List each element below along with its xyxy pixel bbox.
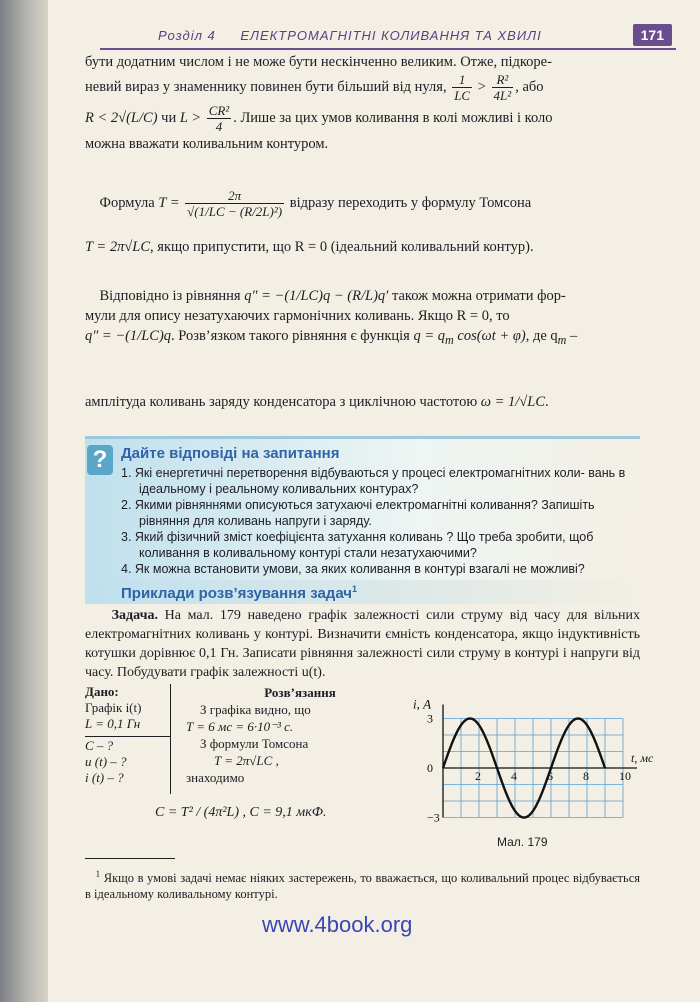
question-mark-icon: ? — [87, 445, 113, 475]
text-line: чи — [161, 109, 177, 126]
task-body: На мал. 179 наведено графік залежності сили струму від часу для вільних електромагнітних коливань у контурі. Визначити ємність конденсатора, якщо індуктивність котушки дорівнює 0,1 Гн. Записати рівняння залежності сили струму в контурі і напруги від часу. Побудувати графік залежності u(t). — [85, 608, 641, 680]
paragraph-3: Відповідно із рівняння q″ = −(1/LC)q − (R/L)q′ також можна отримати фор- мули для опису незатухаючих гармонічних коливань. Якщо R = 0, то q″ = −(1/LC)q. Розв’язком такого рівняння є функція $q = q_m$ cos(ωt + φ), де $q_m$ – — [85, 288, 578, 347]
find-line: C – ? — [85, 738, 114, 753]
text-line: невий вираз у знаменнику повинен бути більший від нуля, — [85, 78, 447, 95]
page-number: 171 — [633, 24, 672, 46]
formula-fraction: $\frac{1}{LC}$ — [454, 72, 471, 103]
solution-line: T = 6 мс = 6·10⁻³ с. — [186, 719, 294, 734]
text-line: . Лише за цих умов коливання в колі можливі і коло — [233, 109, 553, 126]
formula-fraction: $\frac{2\pi}{\text{√(1/LC − (R/2L)²)}}$ — [187, 188, 283, 219]
x-tick-label: 4 — [511, 769, 517, 783]
formula: L > — [179, 109, 202, 126]
given-line: Графік i(t) — [85, 700, 142, 715]
text-line: також можна отримати фор- — [391, 288, 566, 304]
solution-result: C = T² / (4π²L) , C = 9,1 мкФ. — [155, 805, 327, 820]
given-separator — [85, 736, 171, 737]
paragraph-2 — [85, 188, 640, 257]
solution-title: Розв’язання — [264, 685, 336, 700]
formula: T = — [158, 194, 180, 211]
text-line: амплітуда коливань заряду конденсатора з циклічною частотою — [85, 394, 478, 410]
formula: ω = 1/√LC — [480, 394, 546, 410]
text-line: . — [545, 394, 549, 410]
page-header — [100, 26, 676, 50]
text-line: відразу переходить у формулу Томсона — [289, 194, 532, 211]
watermark: www.4book.org — [262, 912, 413, 937]
questions-title: Дайте відповіді на запитання — [121, 445, 340, 462]
text-line: можна вважати коливальним контуром. — [85, 136, 329, 152]
examples-header — [85, 580, 640, 604]
formula: q″ = −(1/LC)q − (R/L)q′ — [244, 288, 389, 304]
text-line: – — [570, 328, 578, 344]
footnote-text: Якщо в умові задачі немає ніяких застережень, то вважається, що коливальний процес відбувається в ідеальному коливальному контурі. — [85, 871, 641, 902]
paragraph-4 — [85, 392, 640, 412]
question-item: 2. Якими рівняннями описуються затухаючі електромагнітні коливання? Запишіть рівняння для коливань напруги і заряду. — [121, 498, 595, 528]
x-tick-label: 6 — [547, 769, 553, 783]
text-line: , де q — [525, 328, 558, 344]
given-title: Дано: — [85, 684, 119, 699]
chapter-title: ЕЛЕКТРОМАГНІТНІ КОЛИВАННЯ ТА ХВИЛІ — [240, 28, 542, 43]
solution-line: знаходимо — [186, 770, 245, 785]
formula: R < 2√(L/C) — [85, 109, 158, 126]
y-axis-label: i, А — [413, 696, 432, 712]
paragraph-1 — [85, 52, 640, 154]
question-item: 4. Як можна встановити умови, за яких коливання в контурі взагалі не можливі? — [121, 562, 585, 576]
text-line: мули для опису незатухаючих гармонічних коливань. Якщо R = 0, то — [85, 308, 510, 324]
x-tick-label: 8 — [583, 769, 589, 783]
footnote: $^1$ Якщо в умові задачі немає ніяких застережень, то вважається, що коливальний процес відбувається в ідеальному коливальному контурі. — [85, 869, 641, 902]
task-label: Задача. — [111, 608, 158, 623]
solution-line: З формули Томсона — [200, 736, 309, 751]
x-axis-label: t, мс — [631, 751, 654, 765]
footnote-rule — [85, 858, 175, 859]
solution-block — [180, 684, 420, 786]
solution-line: З графіка видно, що — [200, 702, 311, 717]
question-item: 1. Які енергетичні перетворення відбуваються у процесі електромагнітних коли- вань в ідеальному і реальному коливальних контурах? — [121, 466, 626, 496]
text-line: Формула — [99, 194, 155, 211]
text-line: , або — [515, 78, 544, 95]
given-divider — [170, 684, 171, 794]
y-tick-label: −3 — [427, 810, 440, 825]
formula: q″ = −(1/LC)q — [85, 328, 172, 344]
y-tick-label: 3 — [427, 711, 433, 726]
book-spine — [0, 0, 48, 1002]
running-head — [158, 28, 542, 43]
questions-box — [85, 436, 640, 581]
question-item: 3. Який фізичний зміст коефіцієнта затухання коливань ? Що треба зробити, щоб коливання в коливальному контурі стали незатухаючими? — [121, 530, 594, 560]
task-text — [85, 606, 640, 682]
current-chart — [405, 690, 654, 830]
text-line: Відповідно із рівняння — [99, 288, 241, 304]
text-line: . Розв’язком такого рівняння є функція — [171, 328, 410, 344]
x-tick-label: 2 — [475, 769, 481, 783]
questions-list — [121, 465, 636, 577]
solution-line: T = 2π√LC , — [214, 753, 279, 768]
x-tick-label: 10 — [619, 769, 631, 783]
chart-axes — [443, 705, 637, 818]
formula-operator: > — [477, 78, 486, 95]
given-block — [85, 684, 170, 786]
examples-title: Приклади розв’язування задач$^1$ — [121, 584, 358, 602]
formula-fraction: $\frac{\text{R²}}{\text{4L²}}$ — [493, 72, 512, 103]
figure-caption: Мал. 179 — [497, 835, 548, 849]
y-tick-label: 0 — [427, 761, 433, 775]
text-line: , якщо припустити, що R = 0 (ідеальний коливальний контур). — [150, 239, 534, 255]
given-line: L = 0,1 Гн — [85, 716, 141, 731]
section-label: Розділ 4 — [158, 28, 216, 43]
formula-fraction: $\frac{\text{CR²}}{4}$ — [208, 103, 230, 134]
find-line: u (t) – ? — [85, 754, 127, 769]
text-line: бути додатним числом і не може бути нескінченно великим. Отже, підкоре- — [85, 54, 552, 70]
find-line: i (t) – ? — [85, 770, 124, 785]
formula: T = 2π√LC — [85, 239, 151, 255]
formula: $q = q_m$ cos(ωt + φ) — [413, 328, 526, 347]
